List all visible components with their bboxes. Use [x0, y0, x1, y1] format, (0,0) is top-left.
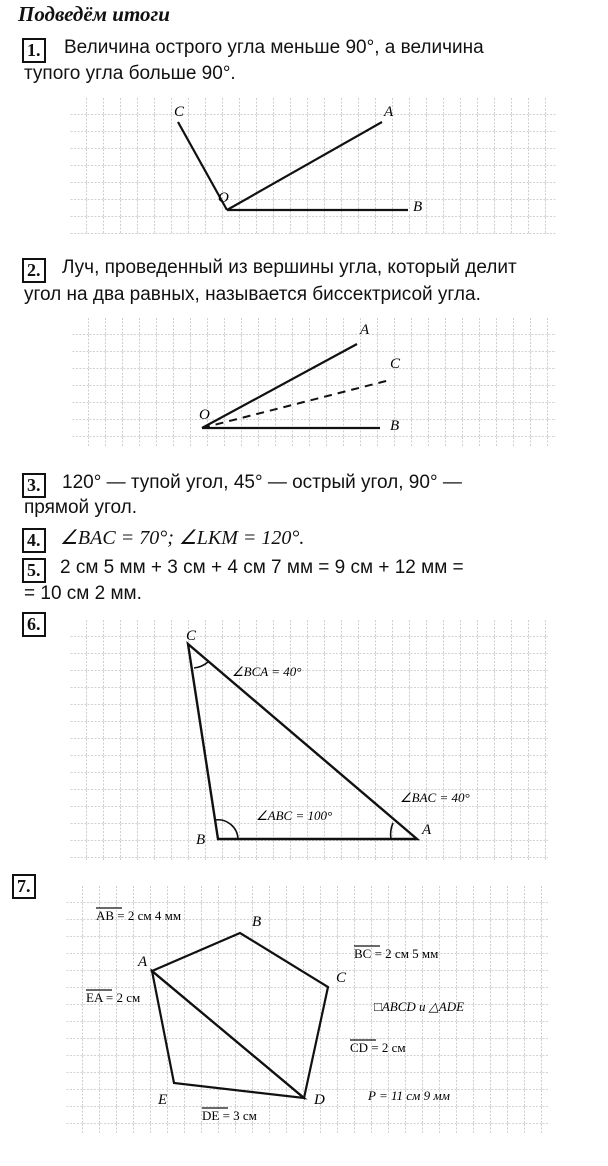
- item-number-5: 5.: [22, 558, 46, 583]
- point-label-o: O: [218, 190, 229, 206]
- item-number-2: 2.: [22, 258, 46, 283]
- item-1-line-2: тупого угла больше 90°.: [24, 63, 236, 84]
- point-label-a: A: [422, 822, 432, 838]
- item-number-7: 7.: [12, 874, 36, 899]
- point-label-b: B: [196, 832, 206, 848]
- segment-cd-label: CD = 2 см: [350, 1040, 406, 1055]
- angle-abc-label: ∠ABC = 100°: [256, 808, 333, 823]
- figure-7-grid: [66, 886, 550, 1136]
- segment-de-label: DE = 3 см: [202, 1108, 257, 1123]
- point-label-c: C: [186, 628, 197, 644]
- item-1-line-1: Величина острого угла меньше 90°, а величина: [64, 37, 484, 58]
- angle-bac-label: ∠BAC = 40°: [400, 790, 470, 805]
- item-4-line-1: ∠BAC = 70°; ∠LKM = 120°.: [60, 527, 305, 549]
- item-5-line-2: = 10 см 2 мм.: [24, 583, 142, 604]
- segment-bc-label: BC = 2 см 5 мм: [354, 946, 439, 961]
- item-5-line-1: 2 см 5 мм + 3 см + 4 см 7 мм = 9 см + 12 мм =: [60, 557, 464, 578]
- point-label-b: B: [252, 914, 262, 930]
- figure-6-grid: [70, 620, 550, 862]
- item-number-4: 4.: [22, 528, 46, 553]
- figure-2-grid: [72, 318, 556, 448]
- item-number-1: 1.: [22, 38, 46, 63]
- item-2-line-1: Луч, проведенный из вершины угла, который делит: [62, 257, 517, 278]
- page-title: Подведём итоги: [18, 2, 170, 26]
- point-label-e: E: [158, 1092, 168, 1108]
- segment-ab-label: AB = 2 см 4 мм: [96, 908, 182, 923]
- point-label-b: B: [390, 418, 400, 434]
- point-label-b: B: [413, 199, 423, 215]
- point-label-o: O: [199, 407, 210, 423]
- point-label-c: C: [174, 104, 185, 120]
- item-number-6: 6.: [22, 612, 46, 637]
- item-3-line-2: прямой угол.: [24, 497, 137, 518]
- item-3-line-1: 120° — тупой угол, 45° — острый угол, 90° —: [62, 472, 462, 493]
- point-label-c: C: [390, 356, 401, 372]
- point-label-a: A: [138, 954, 148, 970]
- item-number-3: 3.: [22, 473, 46, 498]
- item-2-line-2: угол на два равных, называется биссектрисой угла.: [24, 284, 481, 305]
- point-label-c: C: [336, 970, 347, 986]
- shapes-label: □ABCD и △ADE: [374, 999, 465, 1014]
- point-label-d: D: [314, 1092, 325, 1108]
- angle-bca-label: ∠BCA = 40°: [232, 664, 302, 679]
- perimeter-label: P = 11 см 9 мм: [368, 1088, 450, 1103]
- figure-1-grid: [70, 98, 556, 238]
- point-label-a: A: [360, 322, 370, 338]
- segment-ea-label: EA = 2 см: [86, 990, 141, 1005]
- point-label-a: A: [384, 104, 394, 120]
